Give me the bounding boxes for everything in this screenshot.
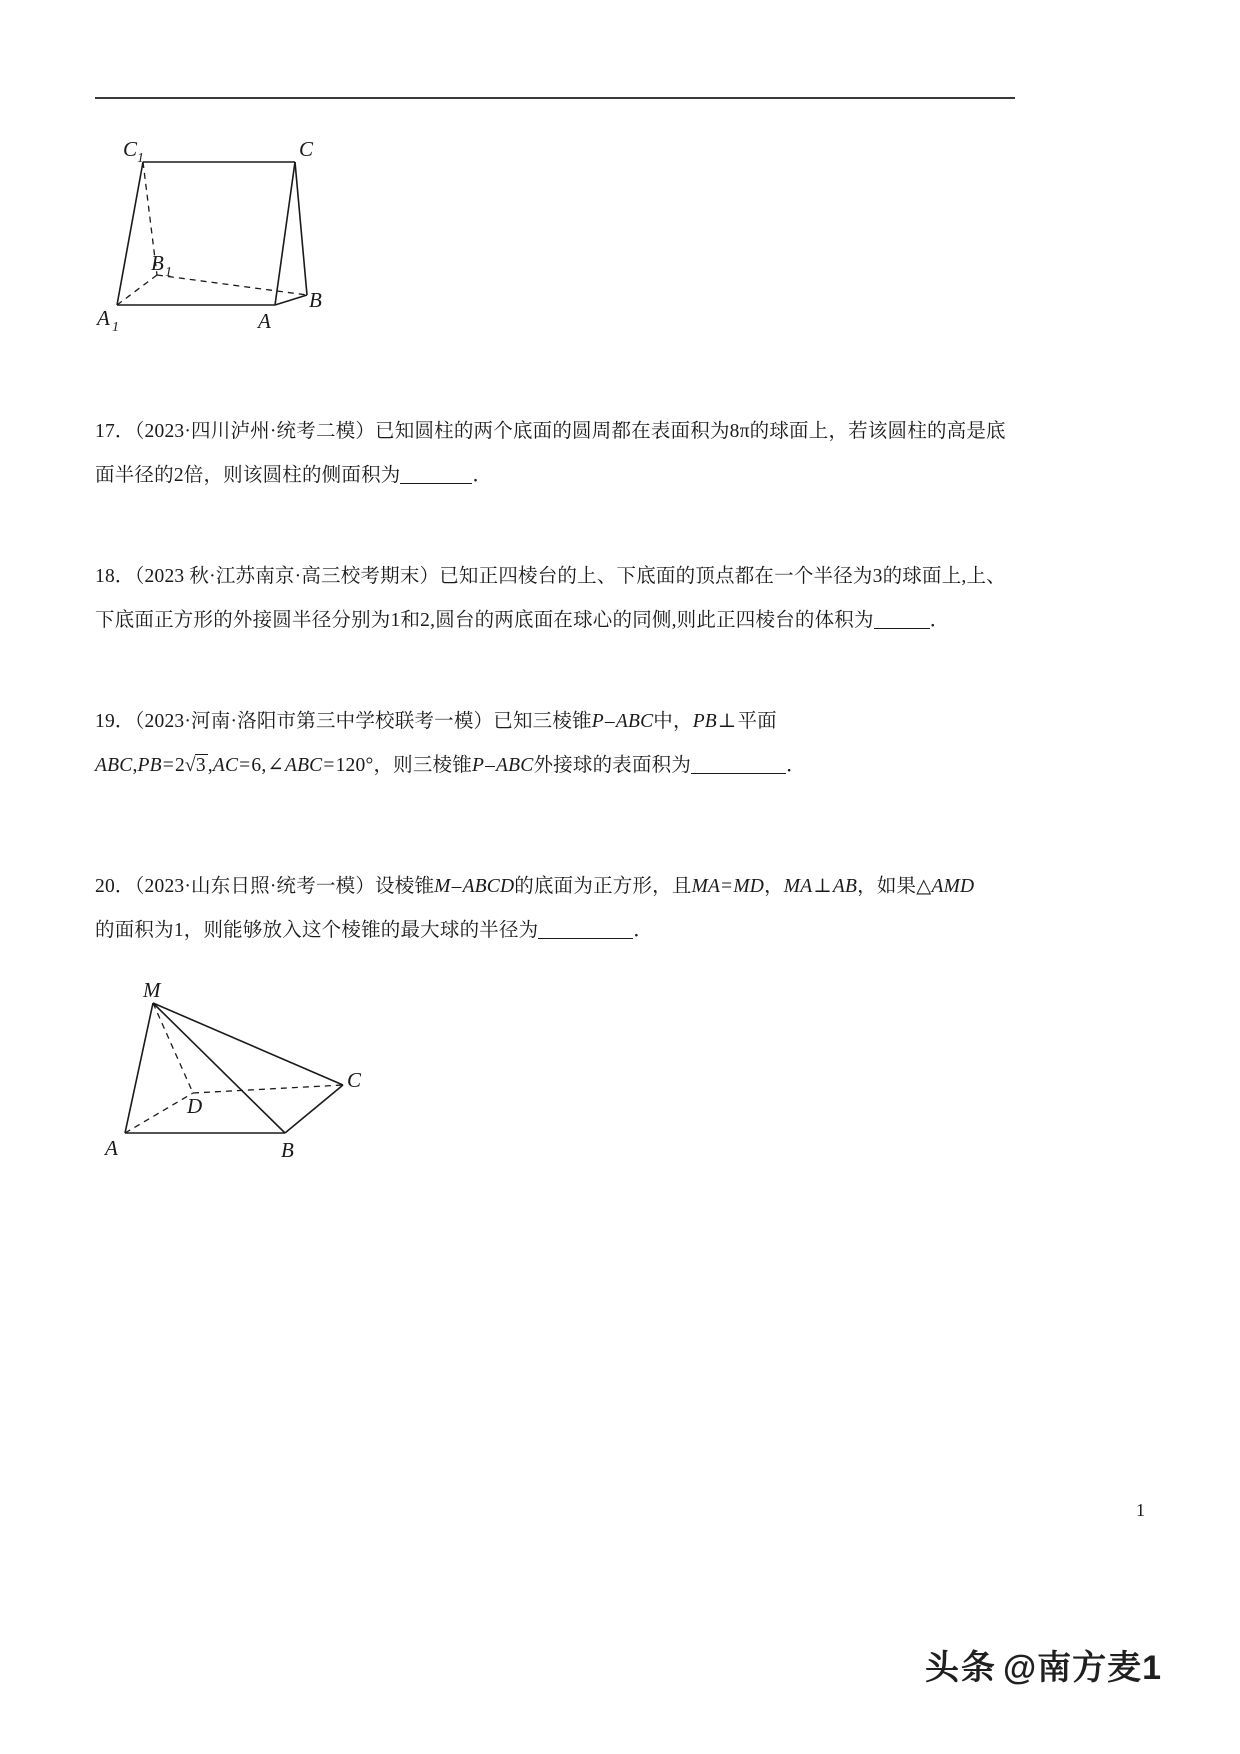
q19-l2-dash: – [485,755,496,776]
q20-math-ma: MA [691,876,721,897]
label-b1: B [151,251,164,275]
q20-text-c: ，如果 [857,876,917,897]
q19-l2-ac: AC [212,755,239,776]
q20-math-md: MD [733,876,765,897]
q19-angle-icon: ∠ [267,755,284,776]
label-c1: C [123,137,138,161]
q18-answer-blank[interactable] [874,628,930,629]
q19-l2-abc2: ABC [284,755,323,776]
q20-math-ab: AB [832,876,858,897]
q19-period: ． [786,755,806,776]
q19-text-b: 中， [653,711,693,732]
q18-num-3: 3 [872,566,883,587]
q20-l2-b: ，则能够放入这个棱锥的最大球的半径为 [183,920,539,941]
q18-num-2: 2, [420,610,436,631]
q20-math-ma2: MA [783,876,813,897]
q19-line-2 [95,744,1020,788]
q18-text-a: 已知正四棱台的上、下底面的顶点都在一个半径为 [439,566,873,587]
q19-l2-p: P [471,755,485,776]
q19-l2-text-c: 外接球的表面积为 [533,755,692,776]
q20-text-b: 的底面为正方形，且 [514,876,692,897]
q17-line2-b: 倍，则该圆柱的侧面积为 [183,465,401,486]
q17-math-8pi: 8π [729,421,750,442]
q19-l2-eq3: = [323,755,335,776]
pyramid-diagram [85,975,415,1190]
q20-l2-num: 1 [173,920,184,941]
q19-answer-blank[interactable] [691,773,786,774]
q19-l2-eq1: = [162,755,174,776]
q19-text-c: 平面 [737,711,777,732]
q19-l2-coef: 2 [174,755,185,776]
q17-source: （2023·四川泸州·统考二模） [134,421,376,442]
q20-dash-1: – [451,876,462,897]
label-m: M [143,978,161,1002]
q18-line2-mid: 和 [400,610,421,631]
q20-line-2 [95,909,1020,953]
q20-math-abcd: ABCD [462,876,515,897]
q17-line-1 [95,410,1020,454]
q20-line-1 [95,865,1020,909]
q17-answer-blank[interactable] [400,483,472,484]
q19-perp-icon: ⊥ [717,711,737,732]
q17-number: 17． [95,421,135,442]
q20-math-m: M [434,876,451,897]
label-c2: C [347,1068,362,1092]
q19-source: （2023·河南·洛阳市第三中学校联考一模） [134,711,494,732]
q18-period: ． [929,610,950,631]
q19-l2-text-b: ，则三棱锥 [373,755,472,776]
triangle-icon: △ [916,876,932,897]
q19-radicand: 3 [195,755,206,776]
q18-source: （2023 秋·江苏南京·高三校考期末） [134,566,440,587]
label-b2: B [281,1138,294,1162]
q19-l2-pb: PB [137,755,162,776]
q17-text-a: 已知圆柱的两个底面的圆周都在表面积为 [375,421,730,442]
q18-text-b: 的球面上,上、 [882,566,1006,587]
q17-text-b: 的球面上，若该圆柱的高是底 [749,421,1006,442]
question-19 [95,700,1020,788]
q18-line2-a: 下底面正方形的外接圆半径分别为 [95,610,391,631]
q20-source: （2023·山东日照·统考一模） [134,876,376,897]
q17-line-2 [95,454,1020,498]
label-c1-sub: 1 [137,151,144,166]
q20-period: ． [633,920,654,941]
q17-period: ． [472,465,493,486]
q19-l2-val1: 6, [251,755,267,776]
q17-num-2: 2 [173,465,184,486]
q19-dash-1: – [604,711,615,732]
q20-answer-blank[interactable] [538,938,633,939]
question-20 [95,865,1020,953]
watermark-user: @南方麦1 [1002,1649,1162,1687]
q19-math-p: P [591,711,604,732]
q19-text-a: 已知三棱锥 [493,711,592,732]
q19-math-abc: ABC [615,711,654,732]
label-a2: A [105,1136,118,1160]
q19-number: 19． [95,711,135,732]
q20-text-a: 设棱锥 [375,876,435,897]
label-b: B [309,288,322,312]
q19-l2-comma2: , [207,755,213,776]
label-a: A [258,309,271,333]
header-rule [95,97,1015,99]
q19-math-pb: PB [692,711,717,732]
q19-line-1 [95,700,1020,744]
radical-icon: √ [184,755,196,776]
q19-sqrt-3 [185,744,208,788]
q19-l2-comma1: , [132,755,138,776]
q18-line-2 [95,599,1020,643]
q18-line2-b: 圆台的两底面在球心的同侧,则此正四棱台的体积为 [435,610,874,631]
q17-line2-a: 面半径的 [95,465,174,486]
q19-l2-eq2: = [239,755,251,776]
q19-l2-abc: ABC [95,755,133,776]
label-a1: A [97,306,110,330]
page-number: 1 [1136,1500,1145,1520]
question-18 [95,555,1020,643]
label-d: D [187,1094,203,1118]
label-a1-sub: 1 [112,320,119,335]
q18-num-1: 1 [390,610,401,631]
label-b1-sub: 1 [165,265,172,280]
question-17 [95,410,1020,498]
watermark [925,1640,1162,1689]
q20-number: 20． [95,876,135,897]
q18-number: 18． [95,566,135,587]
q20-comma: ， [764,876,784,897]
watermark-brand: 头条 [924,1649,997,1687]
q20-perp-icon: ⊥ [813,876,832,897]
q19-l2-abc3: ABC [496,755,534,776]
q20-eq-1: = [721,876,733,897]
q18-line-1 [95,555,1020,599]
frustum-diagram [85,130,415,345]
q20-l2-a: 的面积为 [95,920,174,941]
label-c: C [299,137,314,161]
q19-l2-val2: 120° [335,755,374,776]
q20-math-amd: AMD [931,876,975,897]
